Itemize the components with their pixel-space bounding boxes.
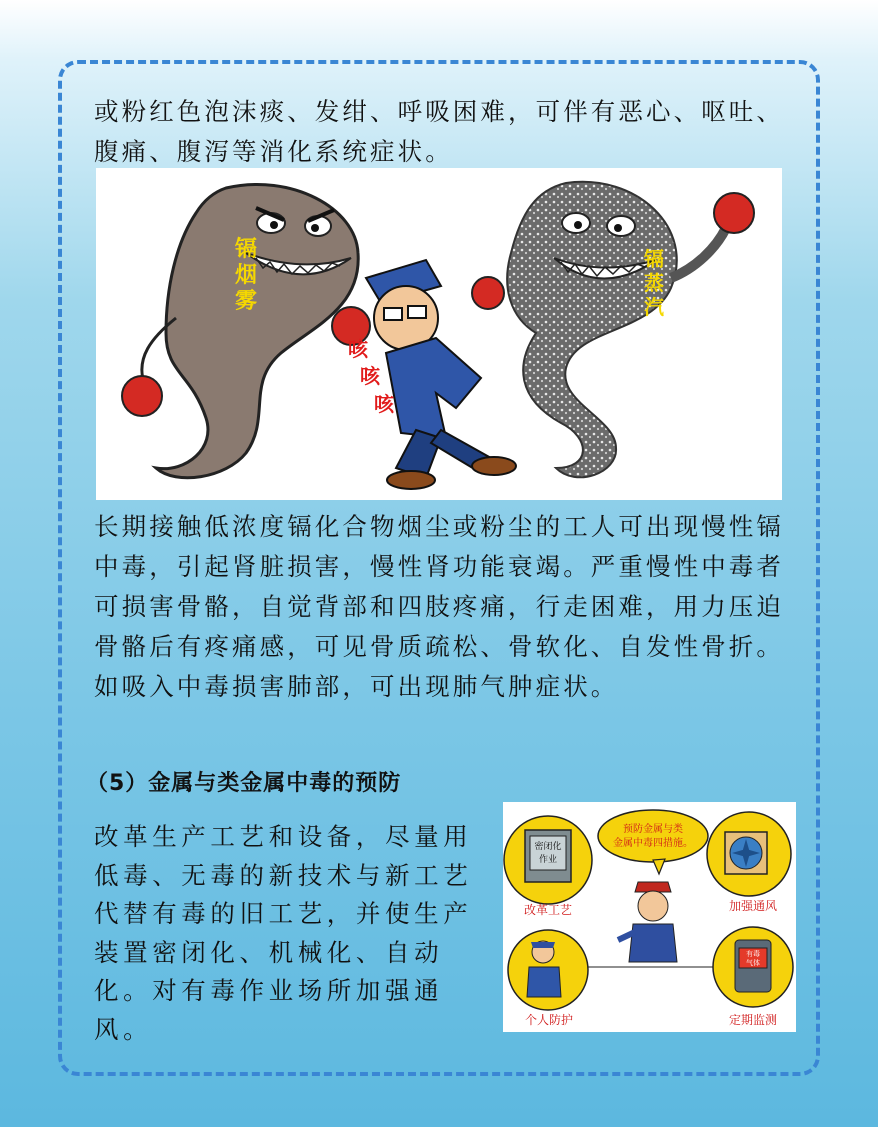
section-heading-prevention: （5）金属与类金属中毒的预防 bbox=[86, 771, 402, 796]
caption-process-reform: 改革工艺 bbox=[523, 903, 573, 917]
svg-text:咳: 咳 bbox=[374, 392, 394, 416]
svg-text:金属中毒四措施。: 金属中毒四措施。 bbox=[613, 838, 693, 849]
cough-text: 咳 bbox=[348, 337, 368, 361]
svg-text:烟: 烟 bbox=[234, 263, 258, 288]
svg-text:汽: 汽 bbox=[644, 295, 664, 319]
caption-ventilation: 加强通风 bbox=[728, 899, 778, 913]
svg-text:咳: 咳 bbox=[360, 364, 380, 388]
machine-label: 密闭化 bbox=[534, 842, 562, 852]
svg-text:蒸: 蒸 bbox=[644, 271, 664, 295]
svg-text:作业: 作业 bbox=[538, 855, 558, 865]
fume-ghost-label: 镉 bbox=[234, 237, 258, 262]
svg-text:预防金属与类: 预防金属与类 bbox=[623, 824, 683, 835]
paragraph-chronic-poisoning: 长期接触低浓度镉化合物烟尘或粉尘的工人可出现慢性镉中毒，引起肾脏损害，慢性肾功能衰竭。严重慢性中毒者可损害骨骼，自觉背部和四肢疼痛，行走困难，用力压迫骨骼后有疼痛感，可见骨质疏松、骨软化、自发性骨折。如吸入中毒损害肺部，可出现肺气肿症状。 bbox=[94, 512, 784, 701]
paragraph-prevention: 改革生产工艺和设备，尽量用低毒、无毒的新技术与新工艺代替有毒的旧工艺，并使生产装置密闭化、机械化、自动化。对有毒作业场所加强通风。 bbox=[94, 822, 473, 1044]
cadmium-vapor-ghost bbox=[507, 182, 677, 477]
caption-monitoring: 定期监测 bbox=[728, 1013, 778, 1027]
cadmium-ghosts-illustration bbox=[96, 168, 782, 500]
svg-text:雾: 雾 bbox=[234, 289, 258, 314]
caption-personal-protection: 个人防护 bbox=[524, 1013, 574, 1027]
instructor-figure bbox=[618, 882, 677, 962]
vapor-ghost-label: 镉 bbox=[644, 247, 664, 271]
paragraph-symptoms: 或粉红色泡沫痰、发绀、呼吸困难，可伴有恶心、呕吐、腹痛、腹泻等消化系统症状。 bbox=[94, 97, 784, 166]
monitor-text: 有毒 bbox=[746, 950, 760, 958]
svg-text:气体: 气体 bbox=[746, 959, 760, 967]
speech-bubble bbox=[598, 810, 708, 862]
red-boxing-glove-icon bbox=[714, 193, 754, 233]
prevention-measures-illustration bbox=[503, 802, 796, 1032]
red-boxing-glove-icon bbox=[472, 277, 504, 309]
red-boxing-glove-icon bbox=[122, 376, 162, 416]
